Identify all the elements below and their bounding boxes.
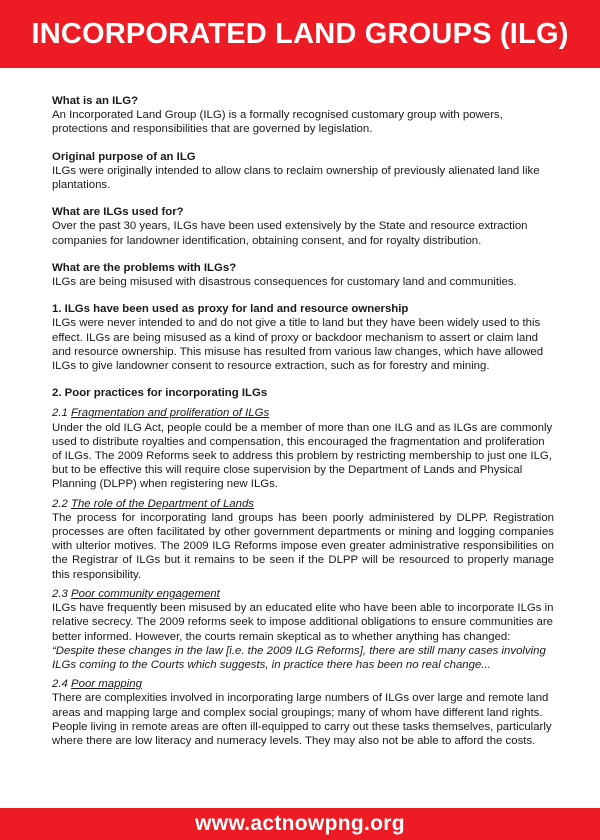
subsection-poor-mapping xyxy=(52,677,554,748)
section-paragraph: ILGs were never intended to and do not give a title to land but they have been widely used to this effect. ILGs are being misused as a kind of proxy or backdoor mechanism to assert or claim land and resource ownership. This misuse has resulted from various law changes, which have allowed ILGs to give landowner consent to resource extraction, such as for forestry and mining. xyxy=(52,317,544,373)
faq-what-is xyxy=(52,94,554,137)
subsection-title: The role of the Department of Lands xyxy=(71,497,255,510)
page-title: INCORPORATED LAND GROUPS (ILG) xyxy=(31,17,569,50)
document-body xyxy=(52,94,554,753)
faq-answer: An Incorporated Land Group (ILG) is a formally recognised customary group with powers, protections and responsibilities that are governed by legislation. xyxy=(52,109,503,136)
subsection-number: 2.1 xyxy=(52,407,68,420)
court-quote: “Despite these changes in the law [i.e. the 2009 ILG Reforms], there are still many cases involving ILGs coming to the Courts which suggests, in practice there has been no real change... xyxy=(52,644,546,671)
faq-question: What are ILGs used for? xyxy=(52,206,184,219)
faq-question: Original purpose of an ILG xyxy=(52,150,196,163)
subsection-number: 2.2 xyxy=(52,497,68,510)
faq-question: What is an ILG? xyxy=(52,95,139,107)
subsection-title: Fragmentation and proliferation of ILGs xyxy=(71,407,270,420)
subsection-title: Poor community engagement xyxy=(71,587,220,600)
subsection-community-engagement xyxy=(52,587,554,672)
faq-answer: ILGs were originally intended to allow clans to reclaim ownership of previously alienated land like plantations. xyxy=(52,164,540,192)
faq-problems xyxy=(52,261,554,289)
section-proxy-ownership xyxy=(52,302,554,373)
subsection-heading xyxy=(52,677,554,691)
faq-original-purpose xyxy=(52,150,554,193)
footer-banner xyxy=(0,808,600,840)
subsection-number: 2.4 xyxy=(52,678,68,691)
faq-answer: ILGs are being misused with disastrous consequences for customary land and communities. xyxy=(52,276,517,289)
faq-answer: Over the past 30 years, ILGs have been used extensively by the State and resource extraction companies for landowner identification, obtaining consent, and for royalty distribution. xyxy=(52,220,528,247)
subsection-title: Poor mapping xyxy=(71,678,142,691)
header-banner xyxy=(0,0,600,68)
subsection-number: 2.3 xyxy=(52,587,68,600)
section-heading: 1. ILGs have been used as proxy for land and resource ownership xyxy=(52,303,409,316)
subsection-paragraph: Under the old ILG Act, people could be a member of more than one ILG and as ILGs are commonly used to distribute royalties and compensation, this encouraged the fragmentation and proliferation of ILGs. The 2009 Reforms seek to address this problem by restricting membership to just one ILG, but to be effective this will require close supervision by the Department of Lands and Physical Planning (DLPP) when registering new ILGs. xyxy=(52,421,553,491)
faq-question: What are the problems with ILGs? xyxy=(52,261,237,274)
subsection-heading xyxy=(52,497,554,511)
subsection-fragmentation xyxy=(52,406,554,491)
subsection-heading xyxy=(52,406,554,420)
section-heading: 2. Poor practices for incorporating ILGs xyxy=(52,387,268,400)
subsection-department-role xyxy=(52,497,554,582)
faq-used-for xyxy=(52,205,554,248)
website-link[interactable]: www.actnowpng.org xyxy=(195,812,405,835)
section-poor-practices xyxy=(52,386,554,748)
subsection-paragraph: There are complexities involved in incorporating large numbers of ILGs over large and remote land areas and mapping large and complex social groupings; many of whom have different land rights. People living in remote areas are often ill-equipped to carry out these tasks themselves, particularly where there are low literacy and numeracy levels. They may also not be able to afford the costs. xyxy=(52,692,552,747)
subsection-paragraph: ILGs have frequently been misused by an educated elite who have been able to incorporate ILGs in relative secrecy. The 2009 reforms seek to impose additional obligations to ensure communities are better informed. However, the courts remain skeptical as to whether anything has changed: xyxy=(52,602,554,643)
subsection-paragraph: The process for incorporating land groups has been poorly administered by DLPP. Registration processes are often facilitated by other government departments or mining and logging companies with ulterior motives. The 2009 ILG Reforms impose even greater administrative responsibilities on the Registrar of ILGs but it remains to be seen if the DLPP will be resourced to properly manage this responsibility. xyxy=(52,511,554,581)
subsection-heading xyxy=(52,587,554,601)
